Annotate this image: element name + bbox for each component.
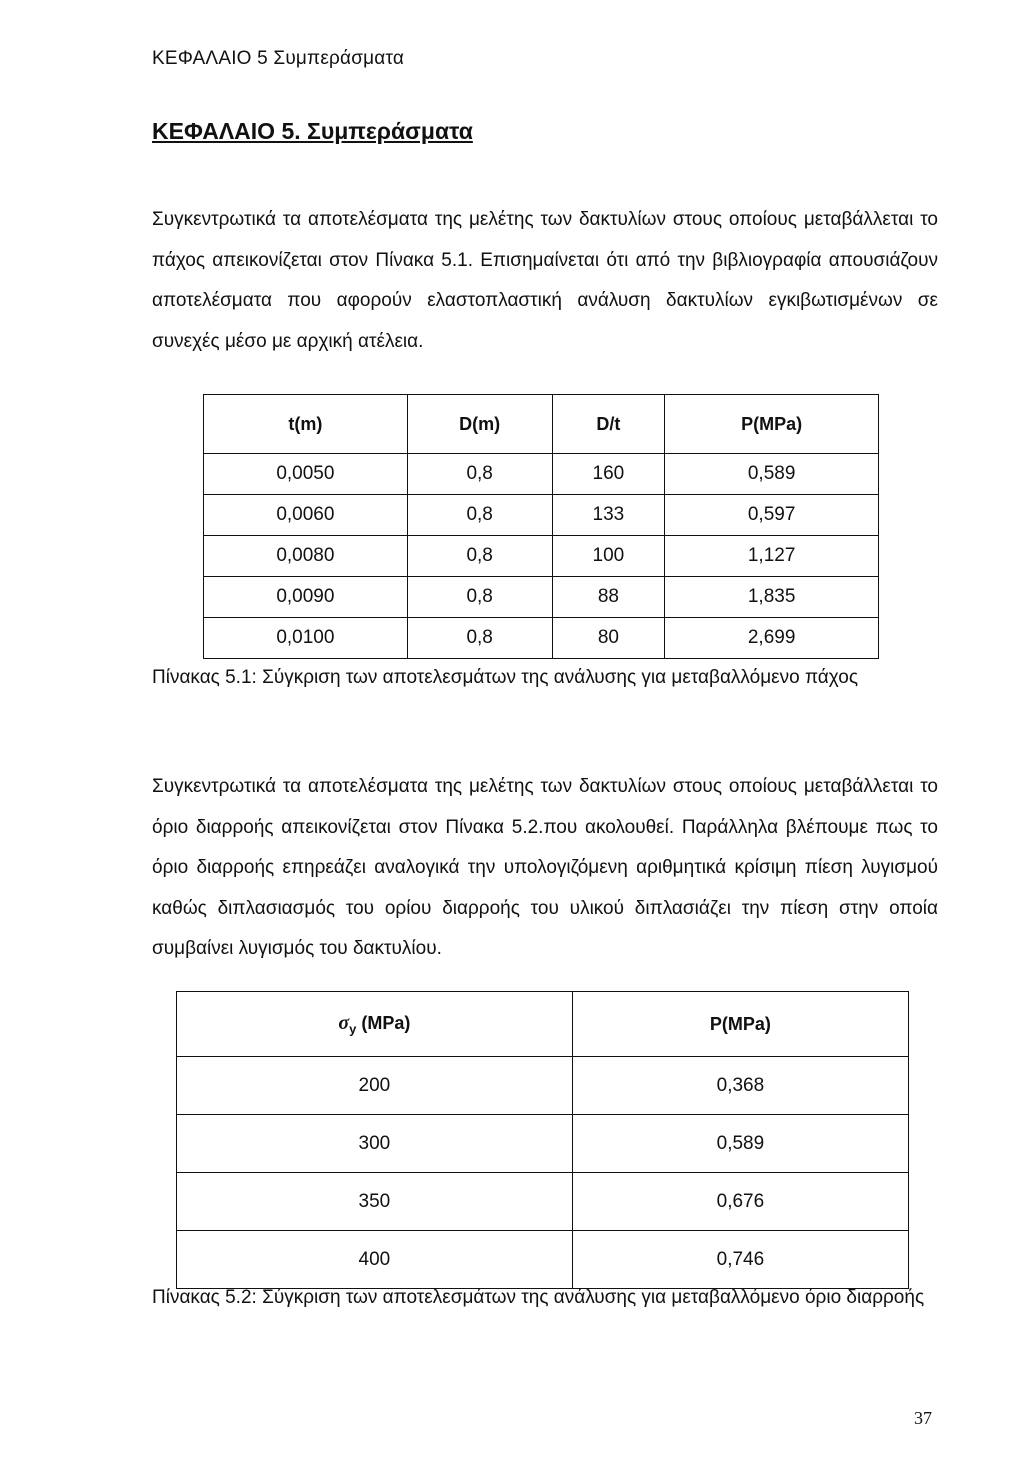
cell-p: 0,589 <box>572 1115 908 1173</box>
header-d-over-t: D/t <box>552 395 665 454</box>
table-row <box>177 1115 909 1173</box>
cell-d-over-t: 88 <box>552 577 665 618</box>
cell-d-over-t: 133 <box>552 495 665 536</box>
running-header: ΚΕΦΑΛΑΙΟ 5 Συμπεράσματα <box>152 48 405 69</box>
cell-sigma-y: 200 <box>177 1057 573 1115</box>
chapter-title: ΚΕΦΑΛΑΙΟ 5. Συμπεράσματα <box>152 118 473 144</box>
cell-p: 1,127 <box>665 536 879 577</box>
paragraph-thickness: Συγκεντρωτικά τα αποτελέσματα της μελέτης των δακτυλίων στους οποίους μεταβάλλεται το πάχος απεικονίζεται στον Πίνακα 5.1. Επισημαίνεται ότι από την βιβλιογραφία απουσιάζουν αποτελέσματα που αφορούν ελαστοπλαστική ανάλυση δακτυλίων εγκιβωτισμένων σε συνεχές μέσο με αρχική ατέλεια. <box>152 209 938 352</box>
table-row <box>204 618 879 659</box>
sigma-subscript: y <box>349 1021 357 1037</box>
table-thickness <box>203 394 879 659</box>
table-caption-thickness: Πίνακας 5.1: Σύγκριση των αποτελεσμάτων της ανάλυσης για μεταβαλλόμενο πάχος <box>152 667 858 688</box>
cell-t: 0,0050 <box>204 454 408 495</box>
cell-p: 0,746 <box>572 1231 908 1289</box>
table-row <box>204 495 879 536</box>
page-number: 37 <box>914 1408 932 1428</box>
table-yield-stress <box>176 991 909 1289</box>
cell-p: 0,368 <box>572 1057 908 1115</box>
cell-d-over-t: 160 <box>552 454 665 495</box>
cell-d: 0,8 <box>407 536 552 577</box>
table-row <box>204 536 879 577</box>
cell-d: 0,8 <box>407 495 552 536</box>
cell-d-over-t: 80 <box>552 618 665 659</box>
table-row <box>177 1173 909 1231</box>
header-t: t(m) <box>204 395 408 454</box>
sigma-unit: (MPa) <box>356 1012 411 1033</box>
cell-d-over-t: 100 <box>552 536 665 577</box>
cell-sigma-y: 350 <box>177 1173 573 1231</box>
table-header-row <box>177 992 909 1057</box>
cell-t: 0,0080 <box>204 536 408 577</box>
table-row <box>204 454 879 495</box>
cell-p: 0,589 <box>665 454 879 495</box>
header-sigma-y <box>177 992 573 1057</box>
cell-p: 1,835 <box>665 577 879 618</box>
cell-sigma-y: 300 <box>177 1115 573 1173</box>
cell-p: 0,597 <box>665 495 879 536</box>
table-header-row <box>204 395 879 454</box>
header-p: P(MPa) <box>572 992 908 1057</box>
sigma-symbol: σ <box>338 1011 350 1034</box>
paragraph-yield-stress: Συγκεντρωτικά τα αποτελέσματα της μελέτης των δακτυλίων στους οποίους μεταβάλλεται το όριο διαρροής απεικονίζεται στον Πίνακα 5.2.που ακολουθεί. Παράλληλα βλέπουμε πως το όριο διαρροής επηρεάζει αναλογικά την υπολογιζόμενη αριθμητικά κρίσιμη πίεση λυγισμού καθώς διπλασιασμός του ορίου διαρροής του υλικού διπλασιάζει την πίεση στην οποία συμβαίνει λυγισμός του δακτυλίου. <box>152 776 938 959</box>
table-row <box>204 577 879 618</box>
header-p: P(MPa) <box>665 395 879 454</box>
cell-d: 0,8 <box>407 577 552 618</box>
cell-t: 0,0100 <box>204 618 408 659</box>
table-caption-yield-stress: Πίνακας 5.2: Σύγκριση των αποτελεσμάτων της ανάλυσης για μεταβαλλόμενο όριο διαρροής <box>152 1287 925 1308</box>
table-row <box>177 1057 909 1115</box>
cell-t: 0,0060 <box>204 495 408 536</box>
cell-t: 0,0090 <box>204 577 408 618</box>
cell-d: 0,8 <box>407 618 552 659</box>
cell-p: 2,699 <box>665 618 879 659</box>
cell-sigma-y: 400 <box>177 1231 573 1289</box>
cell-p: 0,676 <box>572 1173 908 1231</box>
cell-d: 0,8 <box>407 454 552 495</box>
header-d: D(m) <box>407 395 552 454</box>
